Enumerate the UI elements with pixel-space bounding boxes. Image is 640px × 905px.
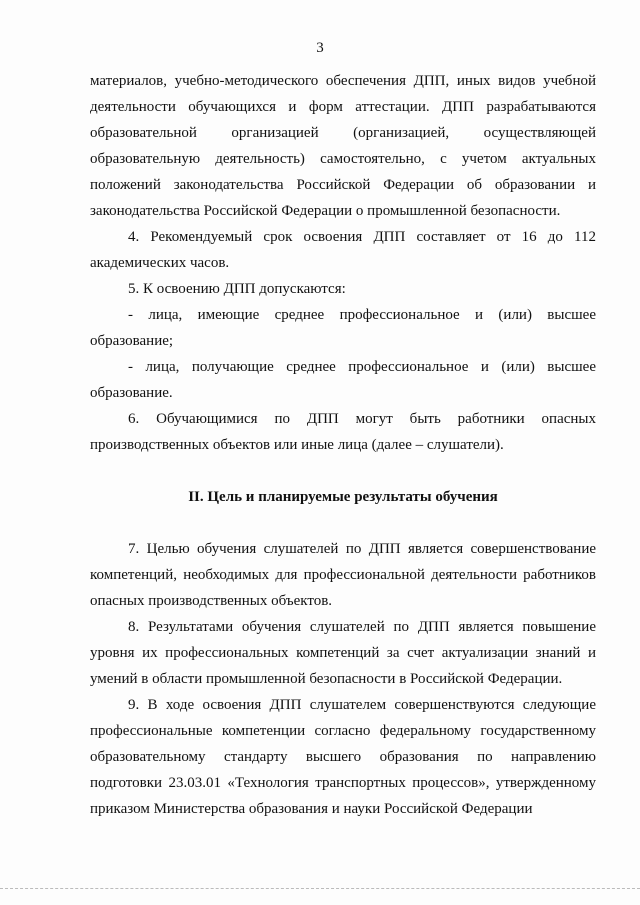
paragraph: 6. Обучающимися по ДПП могут быть работники опасных производственных объектов или иные лица (далее – слушатели). [90, 411, 596, 453]
paragraph: 8. Результатами обучения слушателей по ДПП является повышение уровня их профессиональных компетенций за счет актуализации знаний и умений в области промышленной безопасности в Российской Федерации. [90, 619, 596, 687]
paragraph: материалов, учебно-методического обеспечения ДПП, иных видов учебной деятельности обучающихся и форм аттестации. ДПП разрабатываются образовательной организацией (организацией, осуществляющей образовательную деятельность) самостоятельно, с учетом актуальных положений законодательства Российской Федерации об образовании и законодательства Российской Федерации о промышленной безопасности. [90, 73, 596, 219]
paragraph: 7. Целью обучения слушателей по ДПП является совершенствование компетенций, необходимых для профессиональной деятельности работников опасных производственных объектов. [90, 541, 596, 609]
section-heading: II. Цель и планируемые результаты обучения [188, 489, 498, 505]
scan-edge-line [0, 888, 640, 890]
paragraph: - лица, получающие среднее профессиональное и (или) высшее образование. [90, 359, 596, 401]
paragraph: 9. В ходе освоения ДПП слушателем совершенствуются следующие профессиональные компетенции согласно федеральному государственному образовательному стандарту высшего образования по направлению подготовки 23.03.01 «Технология транспортных процессов», утвержденному приказом Министерства образования и науки Российской Федерации [90, 697, 596, 817]
paragraphs-after-heading [90, 536, 596, 822]
page-number: 3 [316, 40, 324, 56]
paragraph: - лица, имеющие среднее профессиональное и (или) высшее образование; [90, 307, 596, 349]
paragraphs-before-heading [90, 68, 596, 458]
document-body [90, 68, 596, 822]
paragraph: 5. К освоению ДПП допускаются: [128, 281, 346, 297]
paragraph: 4. Рекомендуемый срок освоения ДПП составляет от 16 до 112 академических часов. [90, 229, 596, 271]
